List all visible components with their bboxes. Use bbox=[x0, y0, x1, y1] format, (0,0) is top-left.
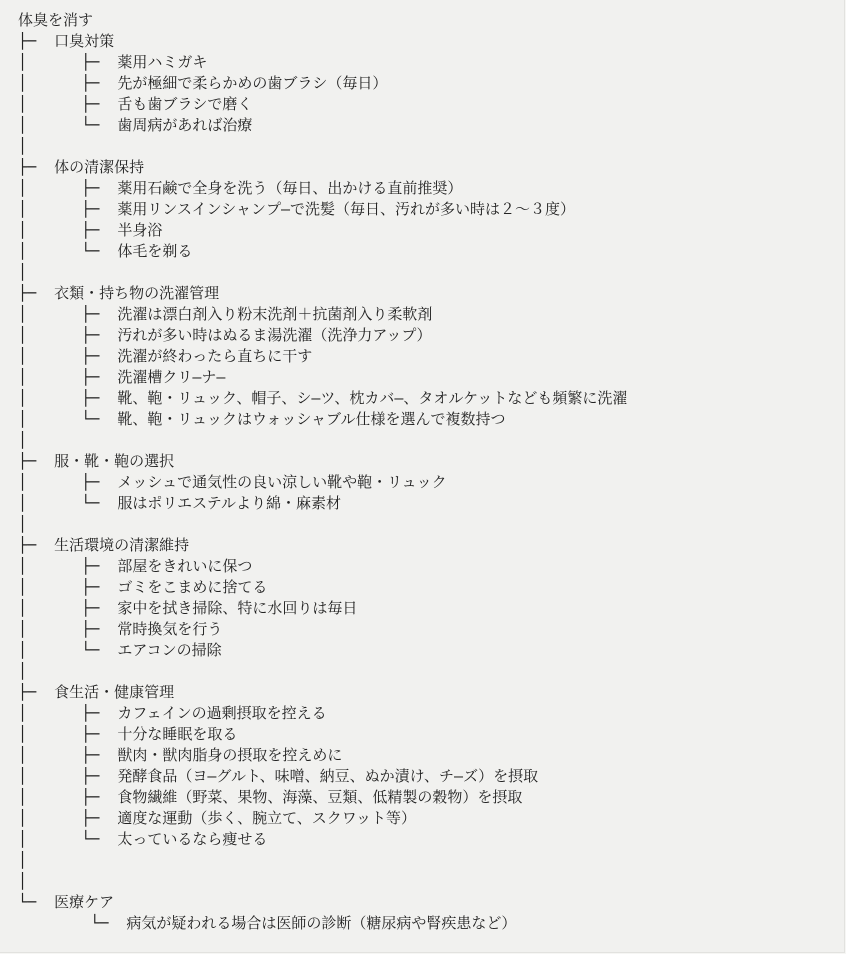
tree-line: │ ├─ 常時換気を行う bbox=[0, 620, 223, 638]
tree-line: │ bbox=[0, 431, 28, 449]
tree-line: ├─ 生活環境の清潔維持 bbox=[0, 536, 190, 554]
tree-line: │ bbox=[0, 872, 28, 890]
tree-line: │ ├─ 靴、鞄・リュック、帽子、シ―ツ、枕カバ―、タオルケットなども頻繁に洗濯 bbox=[0, 389, 628, 407]
tree-line: │ ├─ ゴミをこまめに捨てる bbox=[0, 578, 268, 596]
tree-line: │ ├─ 半身浴 bbox=[0, 221, 163, 239]
tree-line: │ ├─ 発酵食品（ヨ―グルト、味噌、納豆、ぬか漬け、チ―ズ）を摂取 bbox=[0, 767, 539, 785]
tree-line: │ ├─ 薬用リンスインシャンプ―で洗髪（毎日、汚れが多い時は２～３度） bbox=[0, 200, 576, 218]
tree-line: │ ├─ 薬用ハミガキ bbox=[0, 53, 208, 71]
tree-line: │ └─ エアコンの掃除 bbox=[0, 641, 222, 659]
tree-line: │ ├─ カフェインの過剰摂取を控える bbox=[0, 704, 327, 722]
tree-line: │ ├─ 薬用石鹸で全身を洗う（毎日、出かける直前推奨） bbox=[0, 179, 463, 197]
tree-line: │ ├─ 舌も歯ブラシで磨く bbox=[0, 95, 253, 113]
tree-line: 体臭を消す bbox=[0, 11, 94, 29]
tree-line: │ └─ 靴、鞄・リュックはウォッシャブル仕様を選んで複数持つ bbox=[0, 410, 506, 428]
tree-line: │ bbox=[0, 263, 28, 281]
tree-line: │ bbox=[0, 137, 28, 155]
tree-line: └─ 医療ケア bbox=[0, 893, 115, 911]
tree-outline bbox=[0, 10, 627, 934]
tree-line: │ ├─ 汚れが多い時はぬるま湯洗濯（洗浄力アップ） bbox=[0, 326, 432, 344]
tree-line: │ ├─ 洗濯が終わったら直ちに干す bbox=[0, 347, 313, 365]
tree-line: ├─ 衣類・持ち物の洗濯管理 bbox=[0, 284, 220, 302]
tree-line: │ ├─ 獣肉・獣肉脂身の摂取を控えめに bbox=[0, 746, 343, 764]
tree-line: │ bbox=[0, 515, 28, 533]
tree-line: └─ 病気が疑われる場合は医師の診断（糖尿病や腎疾患など） bbox=[0, 914, 517, 932]
tree-line: │ └─ 歯周病があれば治療 bbox=[0, 116, 253, 134]
tree-line: │ ├─ 部屋をきれいに保つ bbox=[0, 557, 253, 575]
tree-line: │ ├─ メッシュで通気性の良い涼しい靴や鞄・リュック bbox=[0, 473, 447, 491]
tree-line: │ └─ 太っているなら痩せる bbox=[0, 830, 268, 848]
tree-line: │ ├─ 洗濯槽クリ―ナ― bbox=[0, 368, 226, 386]
tree-line: │ ├─ 十分な睡眠を取る bbox=[0, 725, 238, 743]
tree-line: │ ├─ 先が極細で柔らかめの歯ブラシ（毎日） bbox=[0, 74, 388, 92]
tree-line: │ └─ 服はポリエステルより綿・麻素材 bbox=[0, 494, 342, 512]
tree-line: ├─ 口臭対策 bbox=[0, 32, 115, 50]
tree-line: │ └─ 体毛を剃る bbox=[0, 242, 193, 260]
tree-line: │ bbox=[0, 662, 28, 680]
tree-line: │ bbox=[0, 851, 28, 869]
tree-line: ├─ 体の清潔保持 bbox=[0, 158, 145, 176]
tree-line: │ ├─ 食物繊維（野菜、果物、海藻、豆類、低精製の穀物）を摂取 bbox=[0, 788, 523, 806]
tree-line: │ ├─ 洗濯は漂白剤入り粉末洗剤＋抗菌剤入り柔軟剤 bbox=[0, 305, 433, 323]
tree-line: │ ├─ 適度な運動（歩く、腕立て、スクワット等） bbox=[0, 809, 417, 827]
tree-line: ├─ 服・靴・鞄の選択 bbox=[0, 452, 175, 470]
tree-line: │ ├─ 家中を拭き掃除、特に水回りは毎日 bbox=[0, 599, 358, 617]
tree-line: ├─ 食生活・健康管理 bbox=[0, 683, 175, 701]
